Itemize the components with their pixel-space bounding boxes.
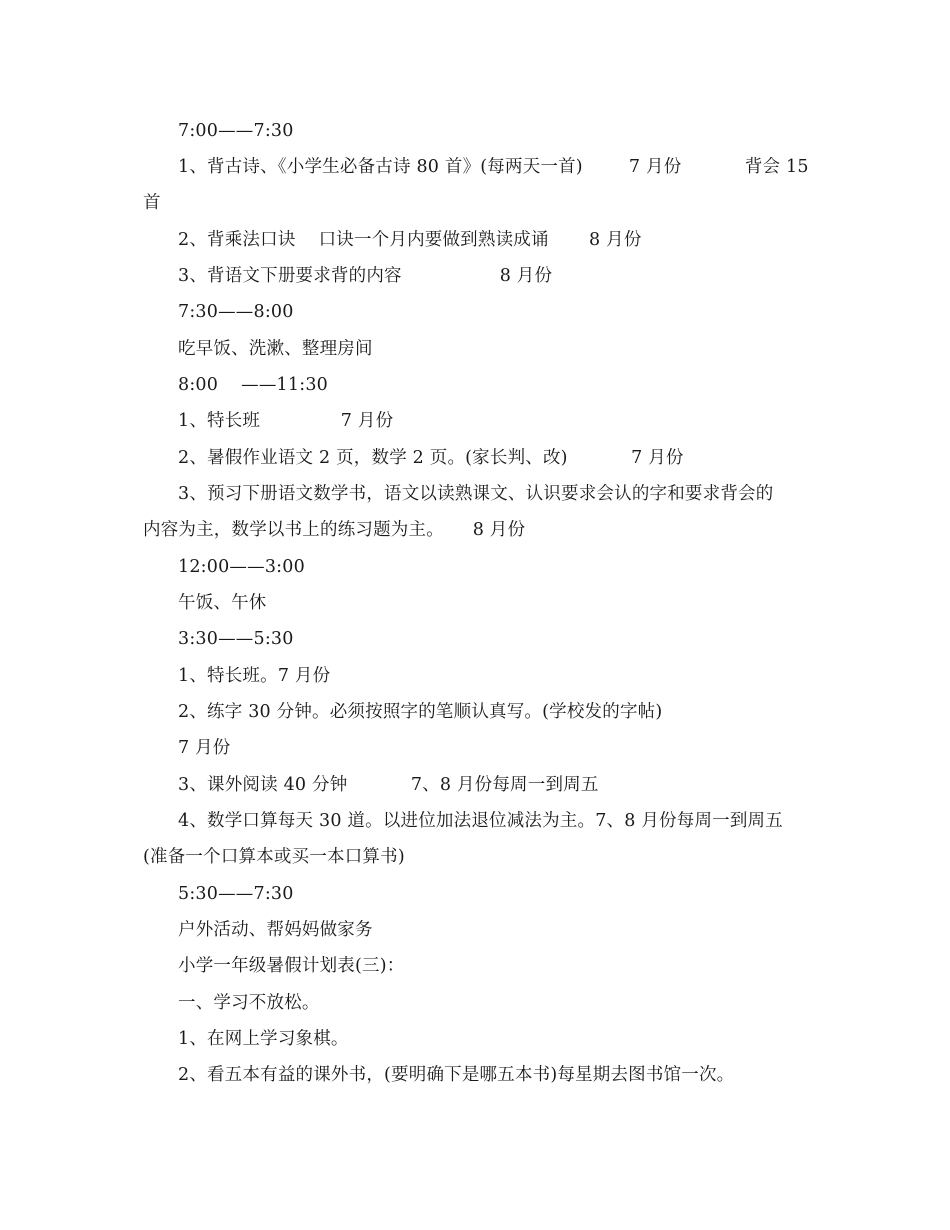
text-line: 2、看五本有益的课外书，(要明确下是哪五本书)每星期去图书馆一次。 (178, 1065, 735, 1085)
text-line: 1、特长班 7 月份 (178, 411, 394, 431)
text-line: 1、背古诗、《小学生必备古诗 80 首》(每两天一首) 7 月份 背会 15 (178, 157, 809, 177)
text-line: 午饭、午休 (178, 593, 267, 613)
text-line: 吃早饭、洗漱、整理房间 (178, 339, 373, 359)
text-line: 户外活动、帮妈妈做家务 (178, 920, 373, 940)
text-line: 2、背乘法口诀 口诀一个月内要做到熟读成诵 8 月份 (178, 230, 642, 250)
text-line-continuation: 首 (143, 193, 161, 213)
time-slot-heading: 7:00——7:30 (178, 121, 294, 141)
text-line-continuation: 内容为主，数学以书上的练习题为主。 8 月份 (143, 520, 526, 540)
text-line: 3、背语文下册要求背的内容 8 月份 (178, 266, 553, 286)
text-line: 3、预习下册语文数学书，语文以读熟课文、认识要求会认的字和要求背会的 (178, 484, 774, 504)
text-line: 2、暑假作业语文 2 页，数学 2 页。(家长判、改) 7 月份 (178, 448, 684, 468)
text-line-continuation: (准备一个口算本或买一本口算书) (143, 847, 405, 867)
text-line: 4、数学口算每天 30 道。以进位加法退位减法为主。7、8 月份每周一到周五 (178, 811, 783, 831)
text-line: 1、在网上学习象棋。 (178, 1029, 349, 1049)
time-slot-heading: 8:00 ——11:30 (178, 375, 328, 395)
text-line: 一、学习不放松。 (178, 993, 320, 1013)
time-slot-heading: 3:30——5:30 (178, 629, 294, 649)
text-line: 7 月份 (178, 738, 231, 758)
text-line: 2、练字 30 分钟。必须按照字的笔顺认真写。(学校发的字帖) (178, 702, 663, 722)
time-slot-heading: 5:30——7:30 (178, 884, 294, 904)
text-line: 3、课外阅读 40 分钟 7、8 月份每周一到周五 (178, 775, 599, 795)
time-slot-heading: 7:30——8:00 (178, 302, 294, 322)
text-line: 1、特长班。7 月份 (178, 666, 331, 686)
time-slot-heading: 12:00——3:00 (178, 557, 305, 577)
section-title: 小学一年级暑假计划表(三)： (178, 956, 405, 976)
